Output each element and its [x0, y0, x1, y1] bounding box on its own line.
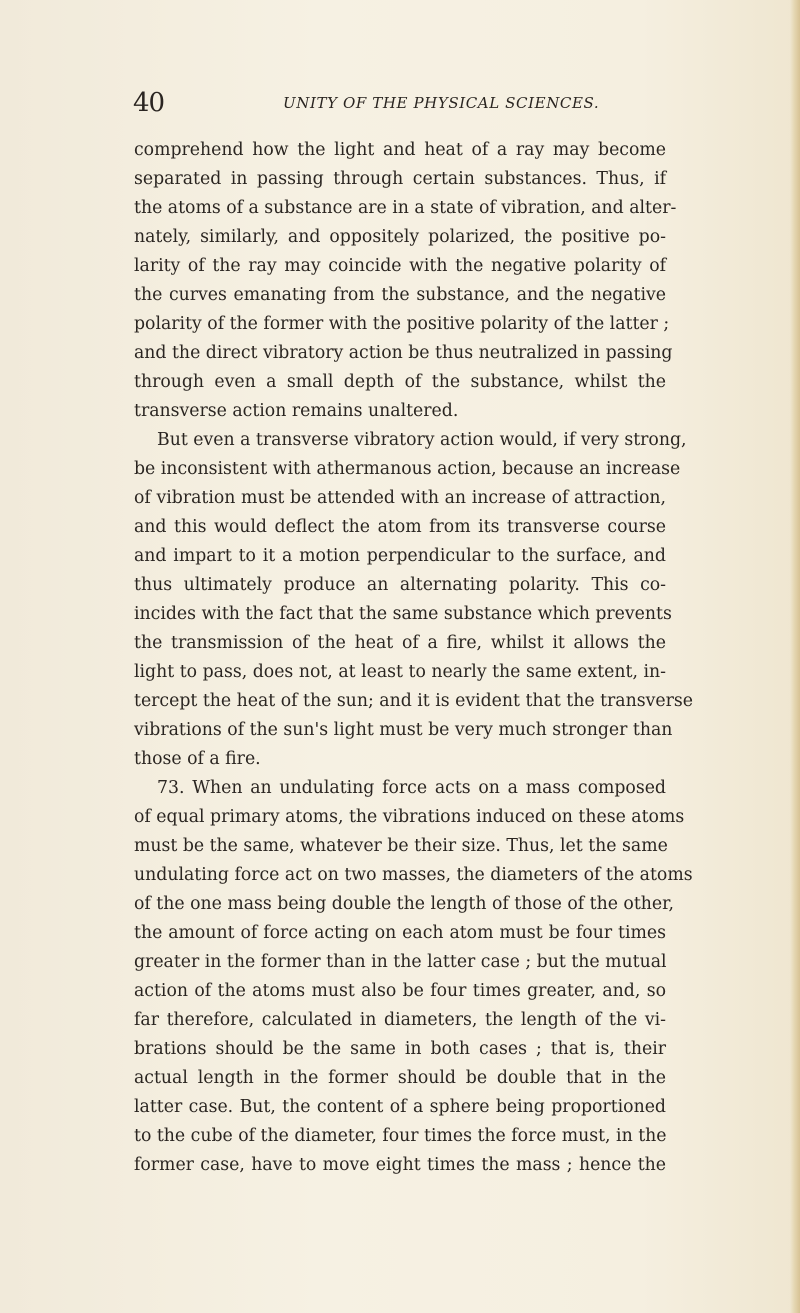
text-line: action of the atoms must also be four times greater, and, so: [134, 981, 666, 1001]
text-line: must be the same, whatever be their size. Thus, let the same: [134, 836, 668, 856]
page-header: [133, 88, 673, 118]
text-line: separated in passing through certain substances. Thus, if: [134, 169, 666, 189]
text-line: to the cube of the diameter, four times the force must, in the: [134, 1126, 667, 1146]
text-line: through even a small depth of the substance, whilst the: [134, 372, 666, 392]
text-line: tercept the heat of the sun; and it is evident that the transverse: [134, 691, 693, 711]
text-line: thus ultimately produce an alternating polarity. This co-: [134, 575, 666, 595]
text-line: the transmission of the heat of a fire, whilst it allows the: [134, 633, 666, 653]
text-line: vibrations of the sun's light must be very much stronger than: [134, 720, 673, 740]
text-line: polarity of the former with the positive polarity of the latter ;: [134, 314, 670, 334]
text-line: far therefore, calculated in diameters, the length of the vi-: [134, 1010, 666, 1030]
text-line: greater in the former than in the latter case ; but the mutual: [134, 952, 667, 972]
running-title: UNITY OF THE PHYSICAL SCIENCES.: [283, 94, 600, 112]
paragraph-end-line: those of a fire.: [134, 749, 261, 769]
text-line: brations should be the same in both cases ; that is, their: [134, 1039, 666, 1059]
text-line: the curves emanating from the substance, and the negative: [134, 285, 666, 305]
text-line: and the direct vibratory action be thus neutralized in passing: [134, 343, 673, 363]
text-line: be inconsistent with athermanous action, because an increase: [134, 459, 681, 479]
text-line: of equal primary atoms, the vibrations induced on these atoms: [134, 807, 685, 827]
text-line: latter case. But, the content of a sphere being proportioned: [134, 1097, 666, 1117]
text-line: incides with the fact that the same substance which prevents: [134, 604, 672, 624]
paragraph-start-line: But even a transverse vibratory action would, if very strong,: [157, 430, 687, 450]
section-73-start-line: 73. When an undulating force acts on a mass composed: [157, 778, 666, 798]
text-line: former case, have to move eight times the mass ; hence the: [134, 1155, 666, 1175]
text-line: of vibration must be attended with an increase of attraction,: [134, 488, 666, 508]
text-line: undulating force act on two masses, the diameters of the atoms: [134, 865, 693, 885]
text-line: of the one mass being double the length of those of the other,: [134, 894, 674, 914]
text-line: the amount of force acting on each atom must be four times: [134, 923, 666, 943]
text-line: light to pass, does not, at least to nearly the same extent, in-: [134, 662, 666, 682]
text-line: and this would deflect the atom from its transverse course: [134, 517, 666, 537]
body-text: [134, 136, 693, 1180]
text-line: the atoms of a substance are in a state of vibration, and alter-: [134, 198, 677, 218]
text-line: larity of the ray may coincide with the negative polarity of: [134, 256, 666, 276]
text-line: comprehend how the light and heat of a ray may become: [134, 140, 666, 160]
page-number: 40: [133, 88, 165, 118]
paragraph-end-line: transverse action remains unaltered.: [134, 401, 459, 421]
text-line: and impart to it a motion perpendicular to the surface, and: [134, 546, 666, 566]
page-edge-shadow: [790, 0, 800, 1313]
text-line: nately, similarly, and oppositely polarized, the positive po-: [134, 227, 666, 247]
text-line: actual length in the former should be double that in the: [134, 1068, 666, 1088]
